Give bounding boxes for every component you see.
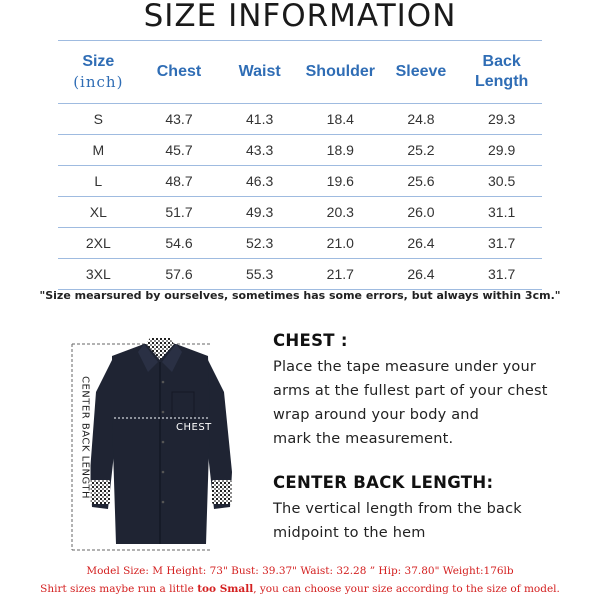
cell-sleeve: 26.4 (381, 228, 462, 259)
header-waist: Waist (219, 41, 300, 104)
cell-sleeve: 24.8 (381, 104, 462, 135)
header-shoulder: Shoulder (300, 41, 381, 104)
chest-line: mark the measurement. (273, 431, 454, 447)
back-length-heading: CENTER BACK LENGTH: (273, 473, 494, 492)
cell-chest: 51.7 (139, 197, 220, 228)
cell-size: 3XL (58, 259, 139, 290)
shirt-diagram (60, 322, 260, 552)
table-header-row (58, 41, 542, 104)
back-length-line: The vertical length from the back (273, 501, 522, 517)
cell-shoulder: 19.6 (300, 166, 381, 197)
cell-shoulder: 21.7 (300, 259, 381, 290)
sizing-advice-pre: Shirt sizes maybe run a little (40, 583, 198, 595)
cell-sleeve: 26.4 (381, 259, 462, 290)
table-row (58, 228, 542, 259)
cell-waist: 43.3 (219, 135, 300, 166)
header-sleeve: Sleeve (381, 41, 462, 104)
cell-size: XL (58, 197, 139, 228)
cell-waist: 52.3 (219, 228, 300, 259)
cell-shoulder: 18.9 (300, 135, 381, 166)
table-row (58, 104, 542, 135)
header-back-length: Back Length (461, 41, 542, 104)
chest-heading: CHEST : (273, 331, 348, 350)
chest-line: wrap around your body and (273, 407, 480, 423)
cell-waist: 46.3 (219, 166, 300, 197)
cell-back-length: 31.1 (461, 197, 542, 228)
page-title: SIZE INFORMATION (143, 0, 457, 34)
model-size-info: Model Size: M Height: 73" Bust: 39.37" Waist: 32.28 ” Hip: 37.80" Weight:176lb (86, 565, 514, 577)
cell-shoulder: 18.4 (300, 104, 381, 135)
back-length-diagram-label: CENTER BACK LENGTH (80, 358, 91, 518)
measurement-note: "Size mearsured by ourselves, sometimes has some errors, but always within 3cm." (39, 289, 561, 302)
sizing-advice (0, 583, 600, 595)
header-size: Size (inch) (58, 41, 139, 104)
chest-line: Place the tape measure under your (273, 359, 536, 375)
cell-back-length: 31.7 (461, 228, 542, 259)
cell-shoulder: 21.0 (300, 228, 381, 259)
cell-size: S (58, 104, 139, 135)
cell-size: M (58, 135, 139, 166)
chest-instructions (273, 331, 548, 451)
cell-back-length: 29.9 (461, 135, 542, 166)
cell-chest: 57.6 (139, 259, 220, 290)
cell-sleeve: 26.0 (381, 197, 462, 228)
table-row (58, 259, 542, 290)
cell-sleeve: 25.6 (381, 166, 462, 197)
cell-size: 2XL (58, 228, 139, 259)
cell-size: L (58, 166, 139, 197)
back-length-line: midpoint to the hem (273, 525, 426, 541)
back-length-instructions (273, 473, 522, 545)
table-row (58, 166, 542, 197)
cell-waist: 41.3 (219, 104, 300, 135)
chest-diagram-label: CHEST (176, 422, 212, 433)
cell-back-length: 29.3 (461, 104, 542, 135)
table-row (58, 135, 542, 166)
size-table (58, 40, 542, 290)
cell-chest: 48.7 (139, 166, 220, 197)
sizing-advice-post: , you can choose your size according to the size of model. (253, 583, 560, 595)
sizing-advice-bold: too Small (197, 583, 254, 595)
cell-chest: 43.7 (139, 104, 220, 135)
cell-sleeve: 25.2 (381, 135, 462, 166)
cell-chest: 54.6 (139, 228, 220, 259)
cell-back-length: 30.5 (461, 166, 542, 197)
header-chest: Chest (139, 41, 220, 104)
cell-back-length: 31.7 (461, 259, 542, 290)
cell-chest: 45.7 (139, 135, 220, 166)
chest-line: arms at the fullest part of your chest (273, 383, 548, 399)
cell-shoulder: 20.3 (300, 197, 381, 228)
cell-waist: 49.3 (219, 197, 300, 228)
cell-waist: 55.3 (219, 259, 300, 290)
table-row (58, 197, 542, 228)
